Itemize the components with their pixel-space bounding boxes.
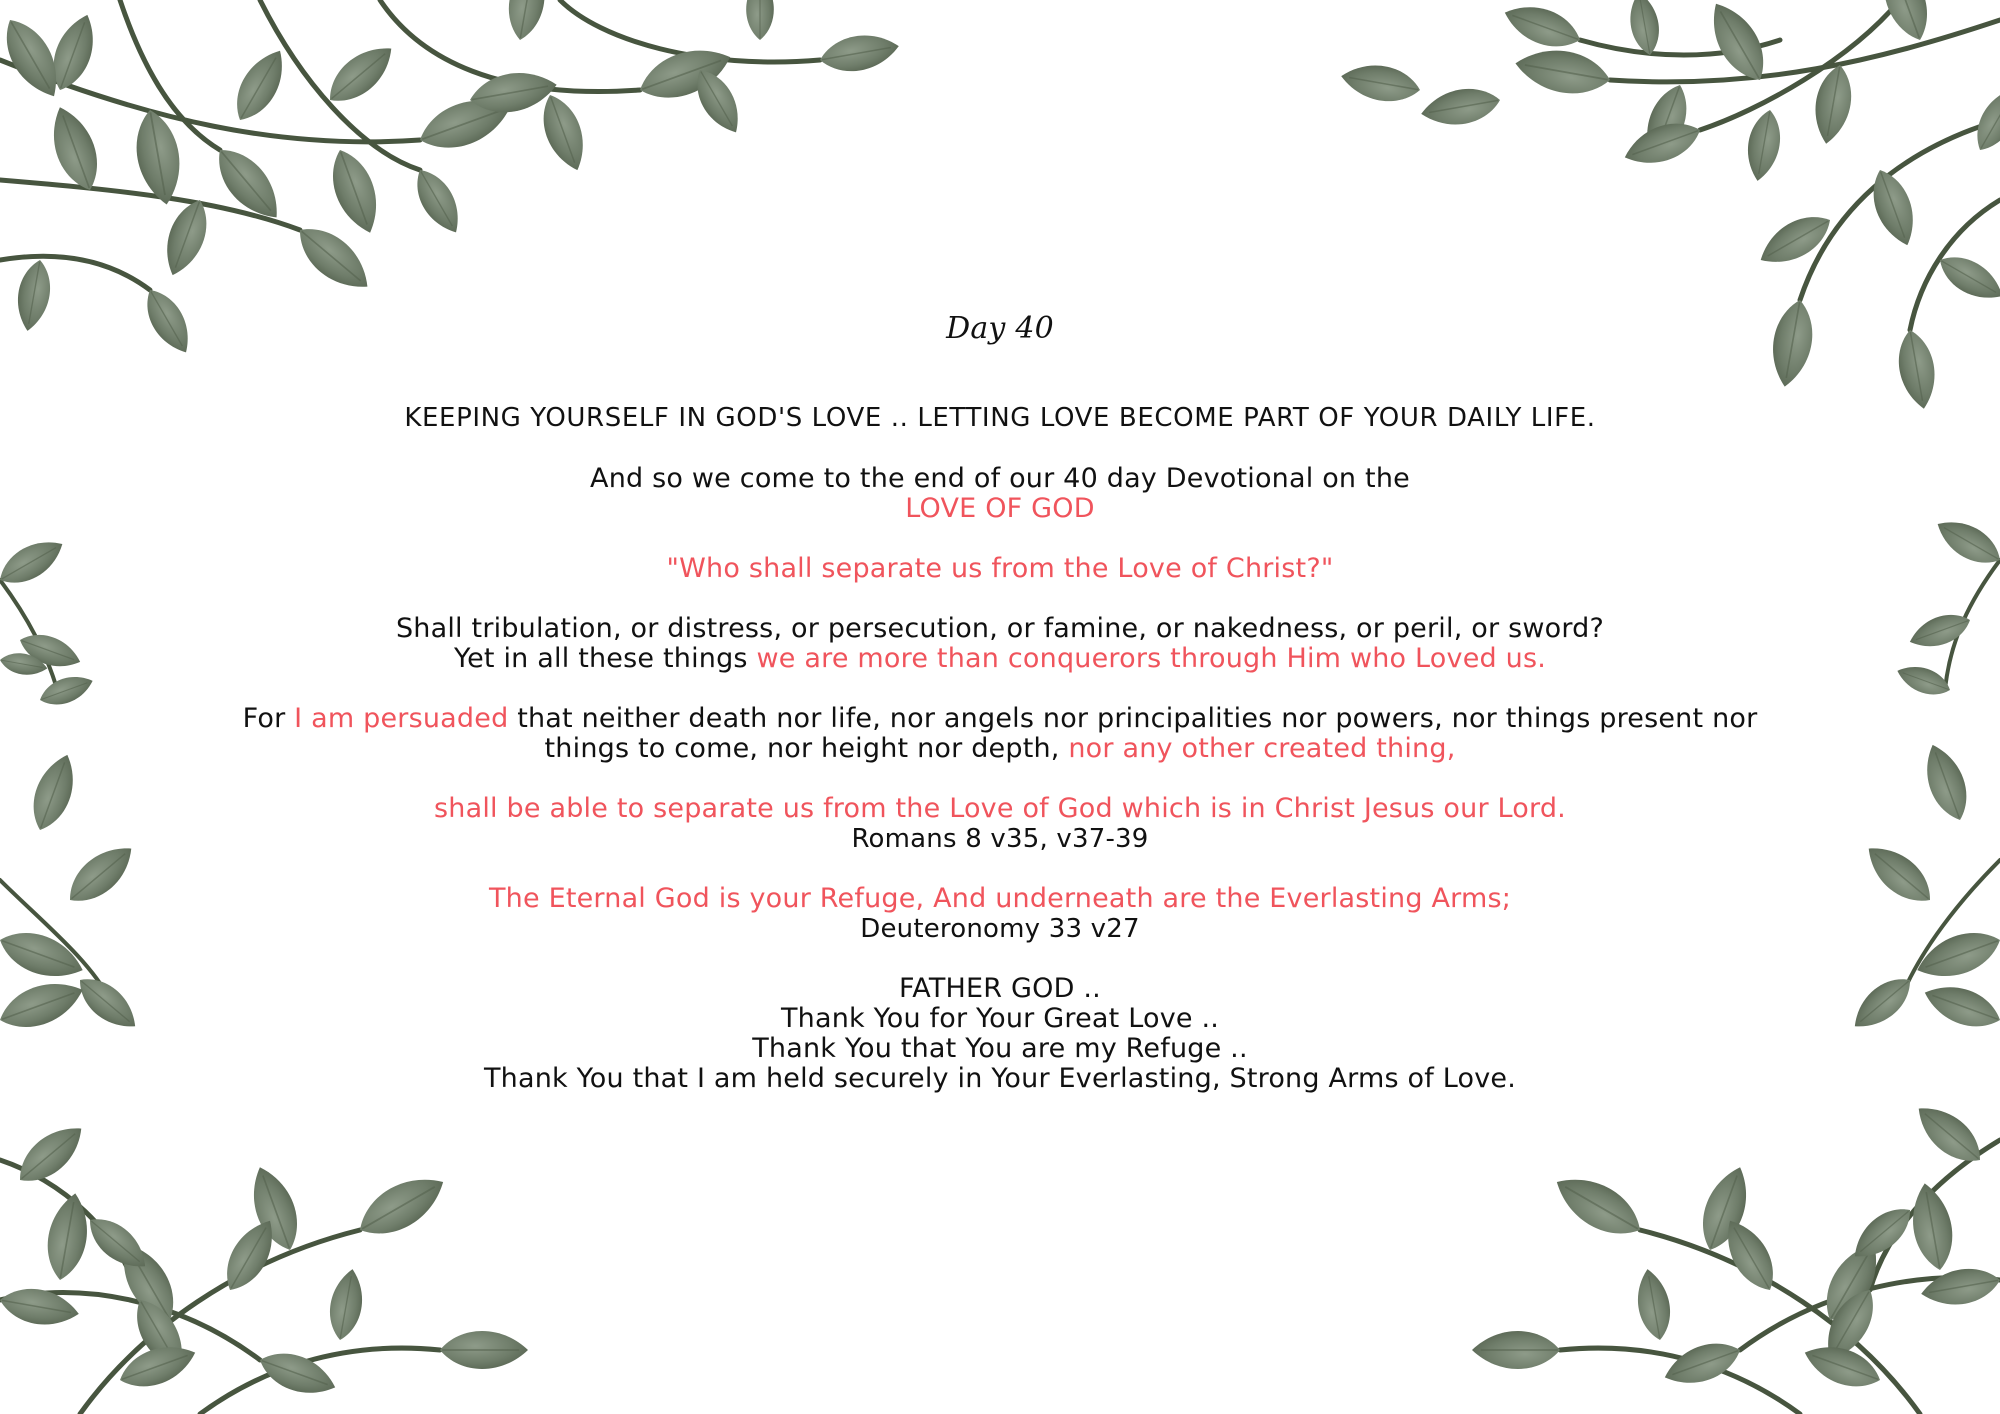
page-heading: KEEPING YOURSELF IN GOD'S LOVE .. LETTING LOVE BECOME PART OF YOUR DAILY LIFE. [404,403,1596,433]
prayer-line-1: FATHER GOD .. [899,973,1101,1004]
prayer-line-2: Thank You for Your Great Love .. [780,1003,1220,1034]
romans-line-3 [0,703,2000,735]
romans-line-2-text: Yet in all these things [453,643,757,674]
deuteronomy-verse: The Eternal God is your Refuge, And underneath are the Everlasting Arms; [488,883,1512,914]
romans-reference: Romans 8 v35, v37-39 [851,824,1149,854]
romans-line-1: Shall tribulation, or distress, or persecution, or famine, or nakedness, or peril, or sword? [395,613,1605,644]
romans-line-5: shall be able to separate us from the Love of God which is in Christ Jesus our Lord. [434,793,1566,824]
romans-line-3-text-end: that neither death nor life, nor angels nor principalities nor powers, nor things present nor [508,703,1758,734]
romans-line-3-highlight: I am persuaded [294,703,509,734]
prayer-line-3: Thank You that You are my Refuge .. [752,1033,1248,1064]
romans-line-3-text-start: For [242,703,295,734]
romans-line-4-highlight: nor any other created thing, [1068,733,1456,764]
deuteronomy-reference: Deuteronomy 33 v27 [860,914,1140,944]
intro-line: And so we come to the end of our 40 day Devotional on the [590,463,1410,494]
romans-line-2 [0,643,2000,675]
romans-line-4-text: things to come, nor height nor depth, [544,733,1069,764]
romans-line-4 [0,733,2000,765]
question-verse: "Who shall separate us from the Love of Christ?" [666,553,1334,584]
romans-line-2-highlight: we are more than conquerors through Him who Loved us. [756,643,1546,674]
intro-highlight: LOVE OF GOD [905,493,1095,524]
day-label: Day 40 [946,311,1054,346]
prayer-line-4: Thank You that I am held securely in Your Everlasting, Strong Arms of Love. [483,1063,1517,1094]
